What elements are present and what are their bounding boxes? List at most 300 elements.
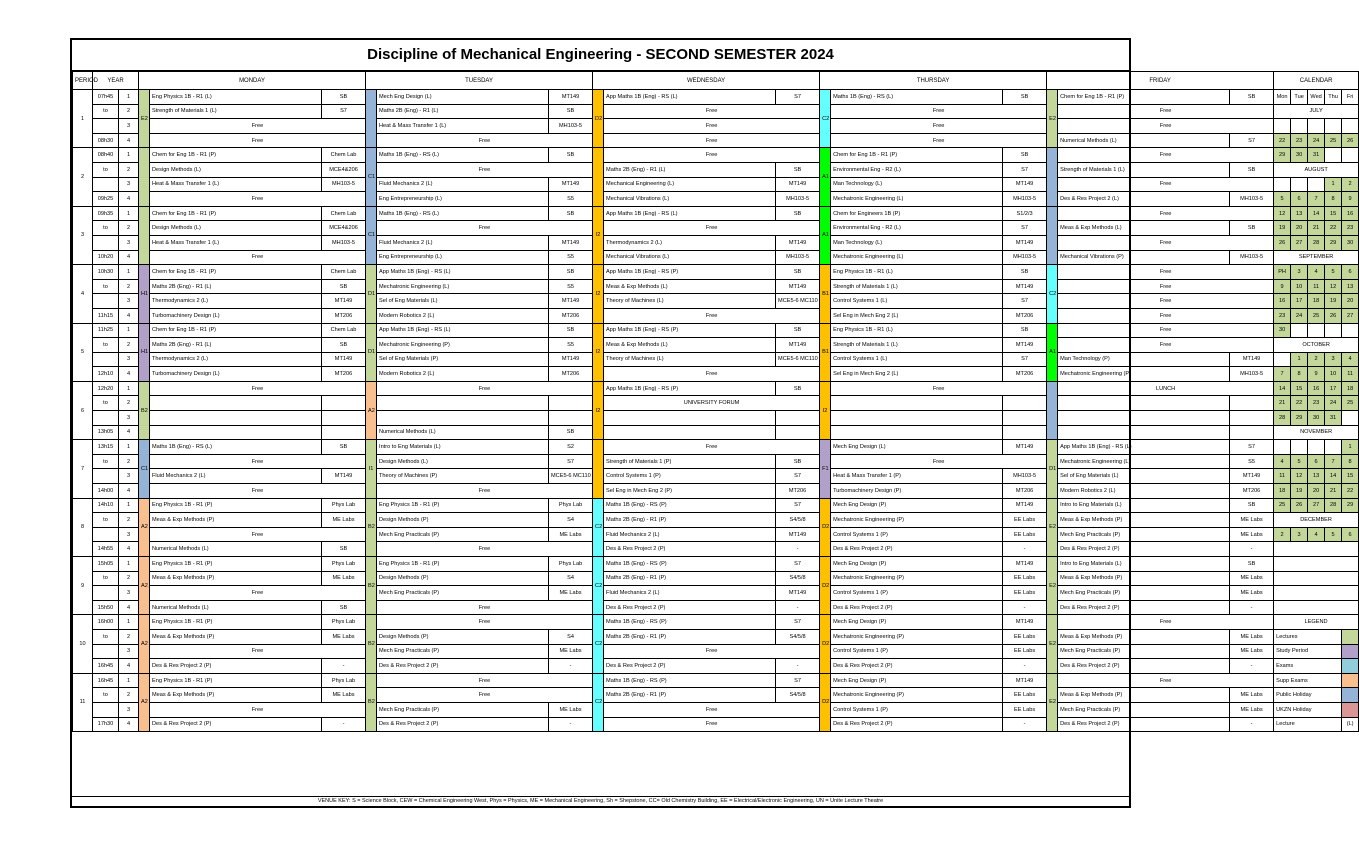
calendar-date: 25: [1308, 308, 1325, 323]
venue: EE Labs: [1003, 527, 1047, 542]
calendar-date: 11: [1308, 279, 1325, 294]
calendar-date: 18: [1342, 381, 1359, 396]
table-row: [73, 557, 1359, 572]
year-number: 3: [119, 294, 139, 309]
course-name: Des & Res Project 2 (P): [604, 659, 776, 674]
course-name: Mechatronic Engineering (L): [831, 250, 1003, 265]
day-header: WEDNESDAY: [593, 72, 820, 90]
period-time: 14h10: [93, 498, 119, 513]
course-name: Strength of Materials 1 (L): [1058, 162, 1230, 177]
period-time: 16h45: [93, 659, 119, 674]
course-name: Chem for Eng 1B - R1 (P): [150, 265, 322, 280]
header-row: [73, 72, 1359, 90]
venue: SB: [549, 104, 593, 119]
calendar-date: 16: [1342, 206, 1359, 221]
calendar-date: 15: [1291, 381, 1308, 396]
course-name: Numerical Methods (L): [150, 542, 322, 557]
course-name: Mechatronic Engineering (P): [1058, 367, 1230, 382]
period-time: [93, 235, 119, 250]
venue: MT149: [1003, 235, 1047, 250]
calendar-date: 21: [1274, 396, 1291, 411]
period-number: 10: [73, 615, 93, 673]
course-name: [831, 411, 1003, 426]
table-row: [73, 133, 1359, 148]
calendar-date: 4: [1308, 265, 1325, 280]
free-slot: Free: [150, 644, 366, 659]
course-name: Des & Res Project 2 (P): [1058, 659, 1230, 674]
period-time: 14h00: [93, 484, 119, 499]
day-header: THURSDAY: [820, 72, 1047, 90]
course-name: Strength of Materials 1 (L): [150, 104, 322, 119]
timetable: [72, 71, 1359, 732]
group-code: C1: [139, 440, 150, 498]
group-code: B2: [366, 557, 377, 615]
venue: EE Labs: [1003, 586, 1047, 601]
course-name: Chem for Eng 1B - R1 (P): [150, 323, 322, 338]
venue: EE Labs: [1003, 644, 1047, 659]
course-name: Environmental Eng - R2 (L): [831, 221, 1003, 236]
group-code: [366, 90, 377, 148]
course-name: Mech Eng Design (P): [831, 557, 1003, 572]
year-number: 2: [119, 454, 139, 469]
year-number: 4: [119, 250, 139, 265]
year-number: 1: [119, 557, 139, 572]
venue: MT149: [776, 279, 820, 294]
venue: SB: [322, 600, 366, 615]
group-code: D2: [820, 673, 831, 731]
year-number: 2: [119, 279, 139, 294]
free-slot: Free: [377, 133, 593, 148]
course-name: Mechatronic Engineering (L): [831, 192, 1003, 207]
venue: MT206: [549, 367, 593, 382]
calendar-date: 30: [1308, 411, 1325, 426]
group-code: E2: [1047, 615, 1058, 673]
free-slot: Free: [150, 454, 366, 469]
free-slot: Free: [831, 454, 1047, 469]
year-number: 1: [119, 498, 139, 513]
calendar-date: 29: [1291, 411, 1308, 426]
venue: MT206: [549, 308, 593, 323]
group-code: A1: [820, 206, 831, 264]
venue: ME Labs: [1230, 688, 1274, 703]
course-name: Numerical Methods (L): [150, 600, 322, 615]
table-row: [73, 294, 1359, 309]
course-name: Mech Eng Practicals (P): [1058, 644, 1230, 659]
year-number: 2: [119, 571, 139, 586]
calendar-date: 3: [1325, 352, 1342, 367]
calendar-date: 25: [1325, 133, 1342, 148]
calendar-date: 10: [1291, 279, 1308, 294]
period-header: PERIOD: [73, 72, 93, 90]
period-time: 09h35: [93, 206, 119, 221]
calendar-date: [1342, 323, 1359, 338]
course-name: Theory of Machines (L): [604, 352, 776, 367]
free-slot: Free: [1058, 615, 1274, 630]
venue: MH103-5: [776, 192, 820, 207]
course-name: Numerical Methods (L): [377, 425, 549, 440]
venue: SB: [1003, 323, 1047, 338]
day-header: TUESDAY: [366, 72, 593, 90]
course-name: Maths 1B (Eng) - RS (L): [377, 148, 549, 163]
period-time: 15h05: [93, 557, 119, 572]
group-code: C2: [593, 615, 604, 673]
table-row: [73, 90, 1359, 105]
period-time: to: [93, 629, 119, 644]
group-code: B2: [366, 498, 377, 556]
calendar-date: 8: [1342, 454, 1359, 469]
group-code: D2: [820, 615, 831, 673]
venue: SB: [1003, 148, 1047, 163]
venue: MH103-5: [1003, 250, 1047, 265]
period-time: 16h00: [93, 615, 119, 630]
course-name: Maths 2B (Eng) - R1 (P): [604, 629, 776, 644]
calendar-date: 5: [1325, 265, 1342, 280]
calendar-date: 27: [1342, 308, 1359, 323]
period-number: 6: [73, 381, 93, 439]
calendar-date: [1325, 148, 1342, 163]
venue: [322, 425, 366, 440]
venue: [549, 396, 593, 411]
year-number: 2: [119, 104, 139, 119]
venue: S7: [776, 90, 820, 105]
course-name: Maths 1B (Eng) - RS (L): [150, 440, 322, 455]
period-number: 9: [73, 557, 93, 615]
venue: [1003, 425, 1047, 440]
group-code: [1047, 148, 1058, 206]
venue: ME Labs: [1230, 586, 1274, 601]
calendar-date: [1342, 119, 1359, 134]
calendar-date: 17: [1325, 381, 1342, 396]
course-name: Maths 2B (Eng) - R1 (P): [604, 571, 776, 586]
course-name: Sel of Eng Materials (P): [377, 352, 549, 367]
year-number: 4: [119, 192, 139, 207]
venue: [1003, 411, 1047, 426]
venue: S7: [322, 104, 366, 119]
venue: [549, 411, 593, 426]
course-name: Mechatronic Engineering (P): [377, 338, 549, 353]
venue: Phys Lab: [549, 498, 593, 513]
group-code: C2: [820, 90, 831, 148]
course-name: [831, 425, 1003, 440]
course-name: Sel Eng in Mech Eng 2 (L): [831, 308, 1003, 323]
calendar-date: 12: [1274, 206, 1291, 221]
course-name: Design Methods (P): [377, 513, 549, 528]
free-slot: Free: [604, 148, 820, 163]
course-name: Des & Res Project 2 (P): [831, 717, 1003, 732]
venue: SB: [322, 90, 366, 105]
free-slot: Free: [377, 673, 593, 688]
calendar-date: 25: [1342, 396, 1359, 411]
course-name: Des & Res Project 2 (P): [150, 659, 322, 674]
period-time: 11h15: [93, 308, 119, 323]
venue: SB: [776, 381, 820, 396]
course-name: Fluid Mechanics 2 (L): [150, 469, 322, 484]
calendar-date: 22: [1274, 133, 1291, 148]
legend-label: Exams: [1274, 659, 1342, 674]
course-name: Mechatronic Engineering (L): [1058, 454, 1230, 469]
calendar-date: 6: [1342, 527, 1359, 542]
course-name: App Maths 1B (Eng) - RS (P): [604, 323, 776, 338]
calendar-date: 4: [1274, 454, 1291, 469]
table-row: [73, 206, 1359, 221]
venue: EE Labs: [1003, 513, 1047, 528]
calendar-date: 29: [1274, 148, 1291, 163]
calendar-date: 21: [1308, 221, 1325, 236]
calendar-date: 13: [1308, 469, 1325, 484]
venue: SB: [1230, 90, 1274, 105]
venue: Chem Lab: [322, 206, 366, 221]
year-number: 3: [119, 411, 139, 426]
venue: MT149: [1003, 338, 1047, 353]
day-header: FRIDAY: [1047, 72, 1274, 90]
year-number: 1: [119, 206, 139, 221]
period-time: 12h10: [93, 367, 119, 382]
calendar-date: [1308, 177, 1325, 192]
period-time: 14h55: [93, 542, 119, 557]
table-row: [73, 586, 1359, 601]
venue: [322, 411, 366, 426]
group-code: D2: [593, 90, 604, 148]
course-name: Sel Eng in Mech Eng 2 (L): [831, 367, 1003, 382]
free-slot: Free: [150, 586, 366, 601]
venue: [1003, 396, 1047, 411]
venue: MH103-5: [549, 119, 593, 134]
calendar-date: 16: [1274, 294, 1291, 309]
free-slot: Free: [1058, 338, 1274, 353]
venue: MT206: [322, 308, 366, 323]
course-name: Maths 2B (Eng) - R1 (P): [604, 688, 776, 703]
table-row: [73, 381, 1359, 396]
calendar-date: 6: [1342, 265, 1359, 280]
year-number: 4: [119, 542, 139, 557]
group-code: D2: [820, 557, 831, 615]
venue: EE Labs: [1003, 702, 1047, 717]
year-number: 4: [119, 425, 139, 440]
venue: SB: [322, 542, 366, 557]
course-name: Numerical Methods (L): [1058, 133, 1230, 148]
group-code: A2: [366, 381, 377, 439]
calendar-date: 23: [1274, 308, 1291, 323]
calendar-date: 13: [1342, 279, 1359, 294]
calendar-date: 6: [1308, 454, 1325, 469]
legend-swatch: [1342, 629, 1359, 644]
group-code: B2: [366, 673, 377, 731]
calendar-date: [1342, 411, 1359, 426]
course-name: Design Methods (P): [377, 571, 549, 586]
calendar-date: 19: [1274, 221, 1291, 236]
free-slot: Free: [377, 484, 593, 499]
course-name: Maths 1B (Eng) - RS (L): [831, 90, 1003, 105]
free-slot: Free: [1058, 148, 1274, 163]
course-name: Strength of Materials 1 (L): [831, 338, 1003, 353]
course-name: Meas & Exp Methods (L): [604, 338, 776, 353]
table-row: [73, 235, 1359, 250]
calendar-date: 20: [1342, 294, 1359, 309]
year-number: 1: [119, 440, 139, 455]
venue: MCE5-6 MC110: [776, 294, 820, 309]
year-number: 1: [119, 323, 139, 338]
venue: S7: [1003, 352, 1047, 367]
course-name: [1058, 411, 1230, 426]
course-name: Intro to Eng Materials (L): [1058, 557, 1230, 572]
course-name: Intro to Eng Materials (L): [377, 440, 549, 455]
course-name: App Maths 1B (Eng) - RS (L): [377, 265, 549, 280]
period-time: to: [93, 571, 119, 586]
course-name: Des & Res Project 2 (L): [1058, 192, 1230, 207]
course-name: Thermodynamics 2 (L): [604, 235, 776, 250]
course-name: Eng Physics 1B - R1 (P): [377, 557, 549, 572]
venue: SB: [549, 148, 593, 163]
year-number: 2: [119, 338, 139, 353]
course-name: Maths 2B (Eng) - R1 (L): [150, 279, 322, 294]
course-name: Turbomachinery Design (L): [150, 367, 322, 382]
venue: S7: [1230, 440, 1274, 455]
course-name: Des & Res Project 2 (P): [831, 600, 1003, 615]
course-name: Mechatronic Engineering (P): [831, 629, 1003, 644]
free-slot: Free: [150, 192, 366, 207]
legend-swatch: [1342, 702, 1359, 717]
calendar-date: 14: [1274, 381, 1291, 396]
venue: ME Labs: [549, 527, 593, 542]
calendar-date: 31: [1308, 148, 1325, 163]
year-number: 2: [119, 629, 139, 644]
free-slot: Free: [150, 381, 366, 396]
page-title: Discipline of Mechanical Engineering - SECOND SEMESTER 2024: [72, 40, 1129, 71]
period-time: to: [93, 396, 119, 411]
period-time: [93, 644, 119, 659]
free-slot: Free: [1058, 206, 1274, 221]
course-name: Fluid Mechanics 2 (L): [604, 586, 776, 601]
course-name: Chem for Eng 1B - R1 (P): [150, 148, 322, 163]
venue: S7: [776, 469, 820, 484]
calendar-header: CALENDAR: [1274, 72, 1359, 90]
calendar-date: [1325, 323, 1342, 338]
calendar-blank: [1274, 542, 1359, 557]
course-name: Mech Eng Practicals (P): [377, 644, 549, 659]
table-row: [73, 469, 1359, 484]
year-number: 1: [119, 615, 139, 630]
venue: EE Labs: [1003, 688, 1047, 703]
course-name: App Maths 1B (Eng) - RS (P): [604, 265, 776, 280]
legend-swatch: [1342, 673, 1359, 688]
group-code: [139, 206, 150, 264]
venue: S7: [1230, 133, 1274, 148]
course-name: Eng Physics 1B - R1 (P): [150, 673, 322, 688]
venue: MT149: [776, 338, 820, 353]
period-time: [93, 119, 119, 134]
venue: SB: [1230, 498, 1274, 513]
table-row: [73, 425, 1359, 440]
calendar-date: 29: [1325, 235, 1342, 250]
venue: S7: [1003, 294, 1047, 309]
course-name: Meas & Exp Methods (P): [150, 629, 322, 644]
course-name: Mech Eng Practicals (P): [1058, 702, 1230, 717]
calendar-date: 30: [1274, 323, 1291, 338]
course-name: Eng Entrepreneurship (L): [377, 250, 549, 265]
free-slot: Free: [604, 104, 820, 119]
calendar-date: 9: [1308, 367, 1325, 382]
calendar-date: 5: [1274, 192, 1291, 207]
period-time: to: [93, 221, 119, 236]
course-name: Modern Robotics 2 (L): [1058, 484, 1230, 499]
course-name: Meas & Exp Methods (L): [604, 279, 776, 294]
calendar-date: [1291, 177, 1308, 192]
calendar-blank: [1274, 571, 1359, 586]
calendar-date: 30: [1342, 235, 1359, 250]
venue: -: [776, 659, 820, 674]
year-number: 4: [119, 484, 139, 499]
year-number: 3: [119, 527, 139, 542]
calendar-date: [1291, 119, 1308, 134]
course-name: Control Systems 1 (P): [831, 527, 1003, 542]
table-row: [73, 484, 1359, 499]
free-slot: Free: [1058, 265, 1274, 280]
venue: S5: [549, 338, 593, 353]
calendar-date: 20: [1308, 484, 1325, 499]
calendar-date: 11: [1274, 469, 1291, 484]
course-name: App Maths 1B (Eng) - RS (L): [1058, 440, 1230, 455]
year-number: 1: [119, 148, 139, 163]
free-slot: Free: [150, 119, 366, 134]
group-code: [593, 440, 604, 498]
calendar-blank: [1274, 557, 1359, 572]
timetable-frame: [70, 38, 1354, 808]
calendar-date: 5: [1325, 527, 1342, 542]
course-name: Mech Eng Design (L): [377, 90, 549, 105]
calendar-date: 7: [1325, 454, 1342, 469]
year-number: 3: [119, 119, 139, 134]
free-slot: Free: [1058, 119, 1274, 134]
course-name: Meas & Exp Methods (P): [150, 688, 322, 703]
course-name: Maths 1B (Eng) - RS (P): [604, 557, 776, 572]
venue: S7: [776, 557, 820, 572]
calendar-date: 23: [1291, 133, 1308, 148]
venue: MCE4&206: [322, 221, 366, 236]
course-name: Maths 2B (Eng) - R1 (P): [604, 513, 776, 528]
course-name: Mechanical Vibrations (P): [1058, 250, 1230, 265]
course-name: Mech Eng Design (L): [831, 440, 1003, 455]
venue: -: [549, 717, 593, 732]
venue: S4: [549, 513, 593, 528]
group-code: A2: [139, 615, 150, 673]
course-name: Meas & Exp Methods (P): [1058, 629, 1230, 644]
course-name: Mech Eng Design (P): [831, 498, 1003, 513]
venue: S4/5/8: [776, 629, 820, 644]
course-name: [150, 411, 322, 426]
calendar-date: 28: [1325, 498, 1342, 513]
year-number: 4: [119, 367, 139, 382]
course-name: Design Methods (P): [377, 629, 549, 644]
period-number: 7: [73, 440, 93, 498]
course-name: Fluid Mechanics 2 (L): [604, 527, 776, 542]
venue: SB: [322, 279, 366, 294]
group-code: [139, 148, 150, 206]
calendar-date: 18: [1308, 294, 1325, 309]
group-code: D1: [366, 323, 377, 381]
legend-swatch: (L): [1342, 717, 1359, 732]
calendar-date: 12: [1291, 469, 1308, 484]
group-code: B1: [820, 265, 831, 323]
table-row: [73, 688, 1359, 703]
course-name: Chem for Eng 1B - R1 (P): [1058, 90, 1230, 105]
venue: MCE5-6 MC110: [776, 352, 820, 367]
period-time: [93, 469, 119, 484]
free-slot: Free: [604, 119, 820, 134]
calendar-date: 19: [1291, 484, 1308, 499]
venue: -: [549, 659, 593, 674]
course-name: Mechanical Engineering (L): [604, 177, 776, 192]
course-name: Turbomachinery Design (P): [831, 484, 1003, 499]
